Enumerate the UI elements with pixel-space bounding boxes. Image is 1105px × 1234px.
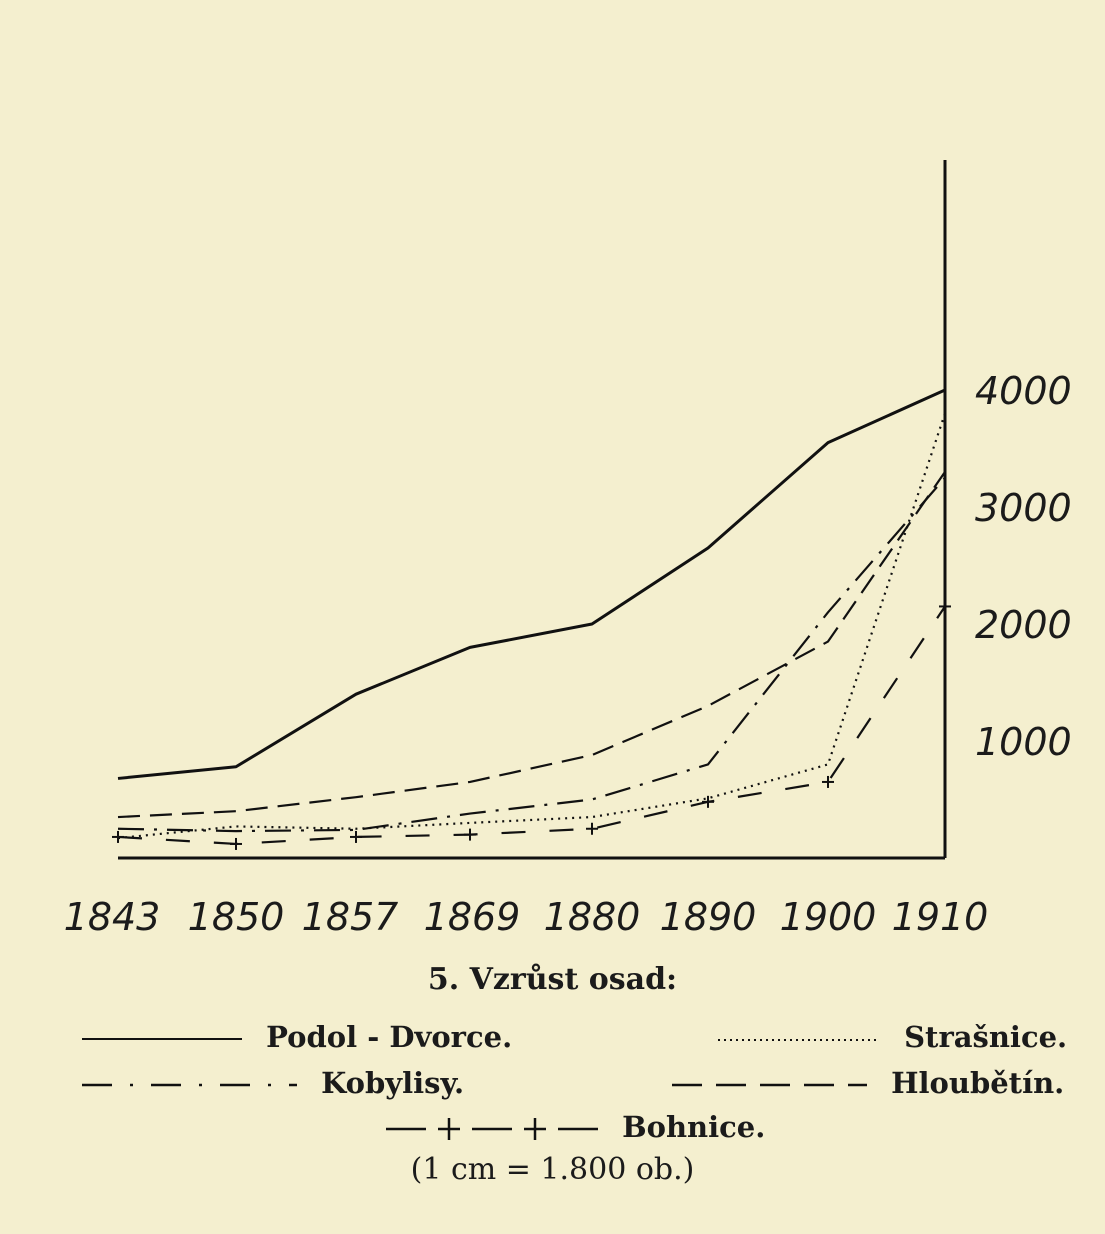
series-line-dash-dot — [118, 478, 945, 831]
scale-note: (1 cm = 1.800 ob.) — [410, 1152, 695, 1187]
legend-swatch-dashed — [672, 1080, 867, 1090]
chart-title: 5. Vzrůst osad: — [427, 962, 678, 997]
legend-label-strasnice: Strašnice. — [904, 1020, 1068, 1054]
bohnice-point-marker — [230, 838, 242, 850]
x-tick-label: 1857 — [301, 895, 399, 939]
legend-item-bohnice — [386, 1110, 765, 1144]
x-tick-label: 1910 — [891, 895, 989, 939]
legend-label-kobylisy: Kobylisy. — [321, 1066, 465, 1100]
bohnice-point-marker — [350, 831, 362, 843]
legend-label-bohnice: Bohnice. — [622, 1110, 766, 1144]
x-tick-label: 1850 — [187, 895, 285, 939]
legend-label-podol: Podol - Dvorce. — [266, 1020, 513, 1054]
x-tick-label: 1890 — [659, 895, 757, 939]
y-tick-labels — [975, 369, 1072, 764]
legend-swatch-dotted — [718, 1034, 880, 1044]
bohnice-point-marker — [112, 831, 124, 843]
legend-item-kobylisy — [82, 1066, 464, 1100]
bohnice-point-marker — [586, 823, 598, 835]
y-tick-label: 2000 — [975, 603, 1072, 647]
legend-item-podol — [82, 1020, 512, 1054]
x-tick-label: 1880 — [543, 895, 641, 939]
series-line-dash-plus — [118, 606, 945, 844]
series-line-dashed — [118, 472, 945, 817]
x-tick-label: 1843 — [63, 895, 161, 939]
bohnice-point-marker — [939, 600, 951, 612]
legend-swatch-dash-plus — [386, 1114, 598, 1144]
legend-swatch-solid — [82, 1034, 242, 1044]
x-tick-label: 1900 — [779, 895, 877, 939]
y-tick-label: 3000 — [975, 486, 1072, 530]
legend-swatch-dash-dot — [82, 1080, 297, 1090]
legend-item-strasnice — [718, 1020, 1067, 1054]
x-tick-labels — [64, 895, 989, 939]
series-layer — [112, 390, 951, 850]
y-tick-label: 1000 — [975, 720, 1072, 764]
x-tick-label: 1869 — [423, 895, 521, 939]
bohnice-point-marker — [464, 829, 476, 841]
y-tick-label: 4000 — [975, 369, 1072, 413]
legend-label-hloubetin: Hloubětín. — [891, 1066, 1065, 1100]
bohnice-point-marker — [822, 776, 834, 788]
series-line-solid — [118, 390, 945, 778]
legend-item-hloubetin — [672, 1066, 1064, 1100]
series-line-dotted — [118, 413, 945, 838]
